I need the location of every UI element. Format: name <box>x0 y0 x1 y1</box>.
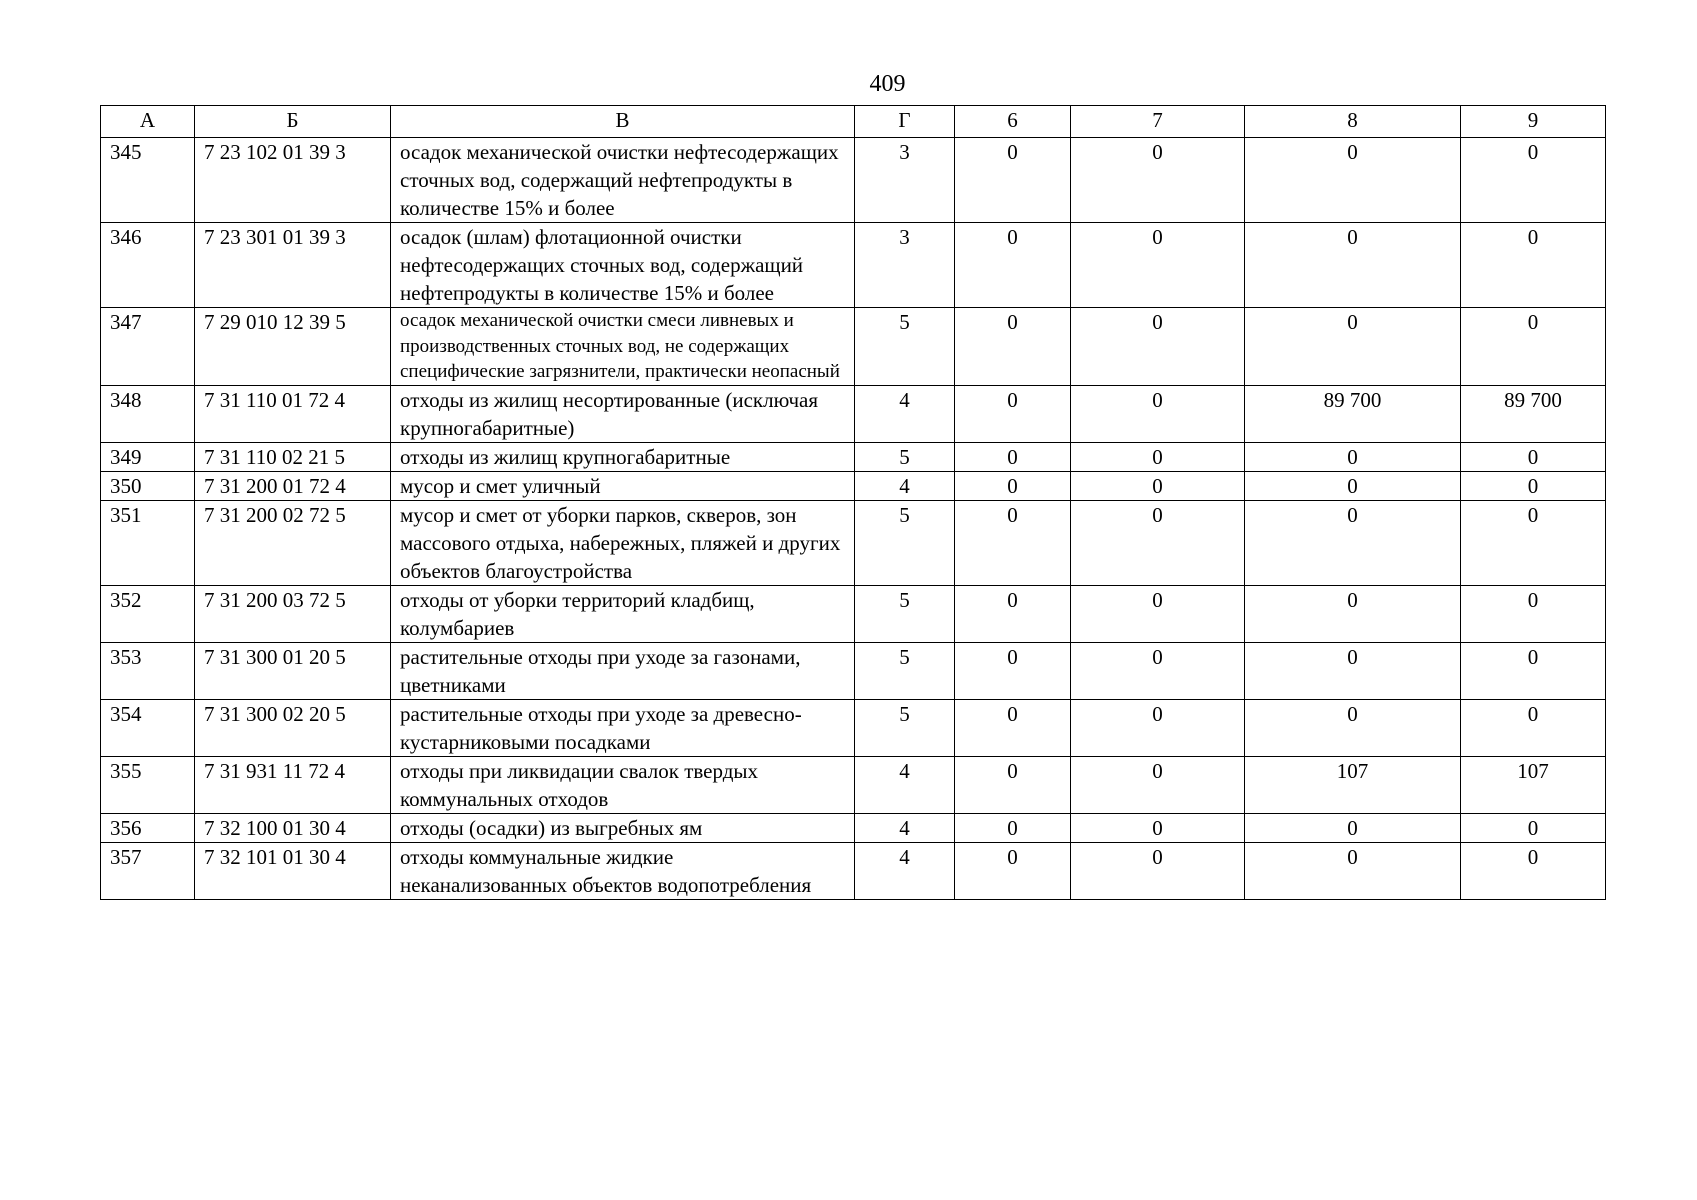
table-row <box>101 500 1606 585</box>
hazard-class: 5 <box>855 699 955 756</box>
waste-code: 7 31 200 01 72 4 <box>195 471 391 500</box>
hazard-class: 4 <box>855 813 955 842</box>
row-number: 353 <box>101 642 195 699</box>
waste-description: отходы от уборки территорий кладбищ, колумбариев <box>391 585 855 642</box>
page-number: 409 <box>869 71 906 97</box>
value-col-9: 0 <box>1461 842 1606 899</box>
row-number: 356 <box>101 813 195 842</box>
waste-description: мусор и смет уличный <box>391 471 855 500</box>
value-col-6: 0 <box>955 471 1071 500</box>
waste-table <box>100 105 1606 900</box>
table-row <box>101 308 1606 386</box>
value-col-6: 0 <box>955 585 1071 642</box>
header-col-8: 8 <box>1245 106 1461 138</box>
waste-description: отходы при ликвидации свалок твердых коммунальных отходов <box>391 756 855 813</box>
value-col-7: 0 <box>1071 223 1245 308</box>
table-row <box>101 813 1606 842</box>
waste-description: растительные отходы при уходе за древесно-кустарниковыми посадками <box>391 699 855 756</box>
value-col-9: 89 700 <box>1461 385 1606 442</box>
row-number: 350 <box>101 471 195 500</box>
value-col-8: 0 <box>1245 138 1461 223</box>
value-col-9: 0 <box>1461 308 1606 386</box>
waste-code: 7 23 102 01 39 3 <box>195 138 391 223</box>
value-col-6: 0 <box>955 842 1071 899</box>
value-col-6: 0 <box>955 813 1071 842</box>
value-col-9: 0 <box>1461 585 1606 642</box>
value-col-8: 0 <box>1245 471 1461 500</box>
value-col-8: 89 700 <box>1245 385 1461 442</box>
value-col-7: 0 <box>1071 138 1245 223</box>
waste-description: растительные отходы при уходе за газонами, цветниками <box>391 642 855 699</box>
row-number: 357 <box>101 842 195 899</box>
value-col-7: 0 <box>1071 471 1245 500</box>
hazard-class: 5 <box>855 500 955 585</box>
row-number: 348 <box>101 385 195 442</box>
header-col-6: 6 <box>955 106 1071 138</box>
hazard-class: 5 <box>855 585 955 642</box>
value-col-8: 0 <box>1245 842 1461 899</box>
value-col-8: 0 <box>1245 500 1461 585</box>
waste-code: 7 31 300 02 20 5 <box>195 699 391 756</box>
table-row <box>101 842 1606 899</box>
table-row <box>101 223 1606 308</box>
value-col-9: 0 <box>1461 642 1606 699</box>
table-row <box>101 385 1606 442</box>
hazard-class: 4 <box>855 842 955 899</box>
value-col-6: 0 <box>955 642 1071 699</box>
value-col-6: 0 <box>955 223 1071 308</box>
waste-description: отходы коммунальные жидкие неканализованных объектов водопотребления <box>391 842 855 899</box>
value-col-8: 0 <box>1245 585 1461 642</box>
value-col-9: 0 <box>1461 699 1606 756</box>
row-number: 351 <box>101 500 195 585</box>
value-col-7: 0 <box>1071 442 1245 471</box>
table-row <box>101 642 1606 699</box>
value-col-7: 0 <box>1071 842 1245 899</box>
waste-description: осадок механической очистки смеси ливневых и производственных сточных вод, не содержащих специфические загрязнители, практически неопасный <box>391 308 855 386</box>
value-col-7: 0 <box>1071 500 1245 585</box>
value-col-7: 0 <box>1071 756 1245 813</box>
header-col-v: В <box>391 106 855 138</box>
table-row <box>101 471 1606 500</box>
waste-code: 7 31 200 03 72 5 <box>195 585 391 642</box>
header-col-g: Г <box>855 106 955 138</box>
value-col-7: 0 <box>1071 585 1245 642</box>
value-col-8: 0 <box>1245 813 1461 842</box>
waste-description: мусор и смет от уборки парков, скверов, зон массового отдыха, набережных, пляжей и других объектов благоустройства <box>391 500 855 585</box>
table-row <box>101 585 1606 642</box>
row-number: 346 <box>101 223 195 308</box>
hazard-class: 5 <box>855 442 955 471</box>
value-col-6: 0 <box>955 385 1071 442</box>
value-col-8: 0 <box>1245 442 1461 471</box>
waste-code: 7 31 200 02 72 5 <box>195 500 391 585</box>
value-col-7: 0 <box>1071 699 1245 756</box>
table-row <box>101 138 1606 223</box>
hazard-class: 4 <box>855 385 955 442</box>
hazard-class: 3 <box>855 138 955 223</box>
header-col-7: 7 <box>1071 106 1245 138</box>
table-row <box>101 699 1606 756</box>
row-number: 349 <box>101 442 195 471</box>
waste-code: 7 29 010 12 39 5 <box>195 308 391 386</box>
value-col-9: 0 <box>1461 471 1606 500</box>
waste-code: 7 31 300 01 20 5 <box>195 642 391 699</box>
value-col-6: 0 <box>955 442 1071 471</box>
hazard-class: 4 <box>855 756 955 813</box>
value-col-7: 0 <box>1071 813 1245 842</box>
hazard-class: 4 <box>855 471 955 500</box>
value-col-8: 0 <box>1245 223 1461 308</box>
header-col-b: Б <box>195 106 391 138</box>
value-col-6: 0 <box>955 308 1071 386</box>
value-col-9: 0 <box>1461 500 1606 585</box>
waste-code: 7 23 301 01 39 3 <box>195 223 391 308</box>
value-col-9: 0 <box>1461 813 1606 842</box>
value-col-6: 0 <box>955 138 1071 223</box>
value-col-9: 107 <box>1461 756 1606 813</box>
waste-description: осадок механической очистки нефтесодержащих сточных вод, содержащий нефтепродукты в количестве 15% и более <box>391 138 855 223</box>
waste-code: 7 31 931 11 72 4 <box>195 756 391 813</box>
hazard-class: 3 <box>855 223 955 308</box>
hazard-class: 5 <box>855 642 955 699</box>
table-row <box>101 442 1606 471</box>
waste-code: 7 31 110 01 72 4 <box>195 385 391 442</box>
row-number: 355 <box>101 756 195 813</box>
hazard-class: 5 <box>855 308 955 386</box>
row-number: 352 <box>101 585 195 642</box>
header-col-9: 9 <box>1461 106 1606 138</box>
value-col-9: 0 <box>1461 223 1606 308</box>
waste-description: отходы из жилищ крупногабаритные <box>391 442 855 471</box>
waste-code: 7 31 110 02 21 5 <box>195 442 391 471</box>
waste-description: осадок (шлам) флотационной очистки нефтесодержащих сточных вод, содержащий нефтепродукты в количестве 15% и более <box>391 223 855 308</box>
waste-code: 7 32 101 01 30 4 <box>195 842 391 899</box>
value-col-7: 0 <box>1071 642 1245 699</box>
waste-description: отходы из жилищ несортированные (исключая крупногабаритные) <box>391 385 855 442</box>
value-col-8: 0 <box>1245 308 1461 386</box>
value-col-7: 0 <box>1071 385 1245 442</box>
table-header-row <box>101 106 1606 138</box>
waste-description: отходы (осадки) из выгребных ям <box>391 813 855 842</box>
value-col-6: 0 <box>955 756 1071 813</box>
row-number: 345 <box>101 138 195 223</box>
value-col-8: 0 <box>1245 699 1461 756</box>
value-col-9: 0 <box>1461 138 1606 223</box>
row-number: 347 <box>101 308 195 386</box>
table-row <box>101 756 1606 813</box>
header-col-a: А <box>101 106 195 138</box>
value-col-6: 0 <box>955 500 1071 585</box>
value-col-7: 0 <box>1071 308 1245 386</box>
value-col-9: 0 <box>1461 442 1606 471</box>
value-col-6: 0 <box>955 699 1071 756</box>
value-col-8: 0 <box>1245 642 1461 699</box>
waste-code: 7 32 100 01 30 4 <box>195 813 391 842</box>
value-col-8: 107 <box>1245 756 1461 813</box>
row-number: 354 <box>101 699 195 756</box>
